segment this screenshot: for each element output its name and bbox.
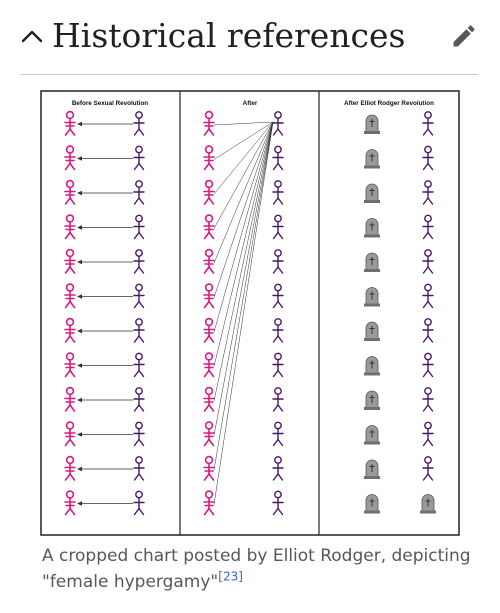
panel-label-after: After <box>242 100 258 107</box>
section-header <box>0 0 500 76</box>
reference-link[interactable]: [23] <box>218 569 243 584</box>
figure-caption <box>42 543 482 595</box>
chevron-up-icon[interactable] <box>20 26 44 46</box>
figure-frame <box>41 91 459 535</box>
pencil-icon[interactable] <box>450 22 478 50</box>
caption-text: A cropped chart posted by Elliot Rodger, depicting "female hypergamy" <box>42 546 471 592</box>
section-divider <box>20 74 478 75</box>
panel-label-after-rodger: After Elliot Rodger Revolution <box>344 100 434 107</box>
section-title: Historical references <box>52 16 406 55</box>
panel-label-before: Before Sexual Revolution <box>71 100 149 107</box>
hypergamy-chart-image[interactable] <box>40 90 460 536</box>
